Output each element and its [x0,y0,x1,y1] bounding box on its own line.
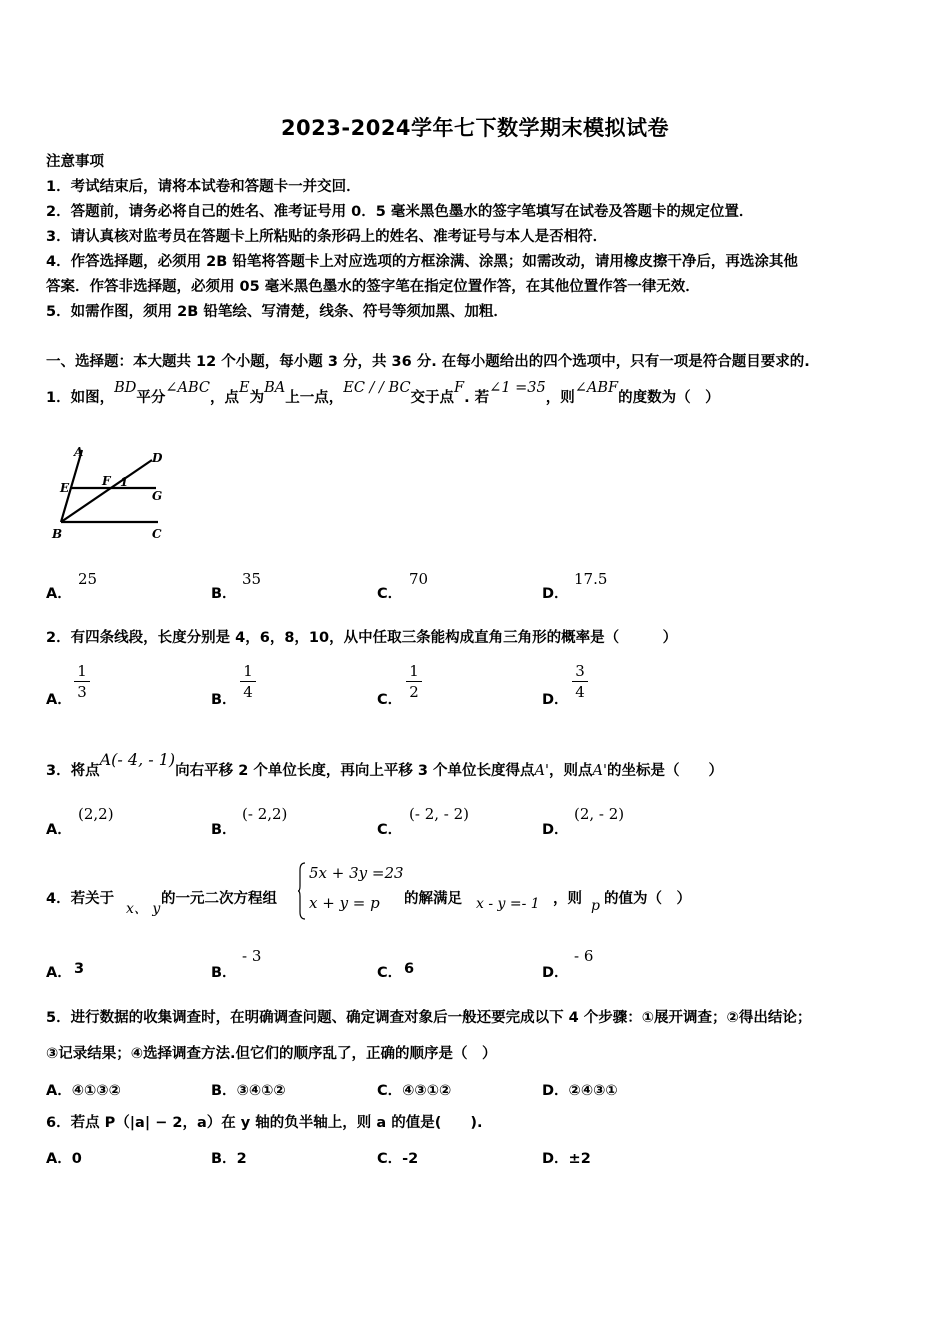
q6-option-d[interactable] [542,1147,591,1168]
q3-text: 向右平移 2 个单位长度，再向上平移 3 个单位长度得点 [175,763,535,779]
q3-math: A(- 4, - 1) [99,750,176,769]
q1-text: 平分 [136,390,166,406]
q1-math: BA [264,380,286,396]
q2-option-c[interactable]: C． [377,692,403,708]
q6-option-b[interactable] [211,1147,247,1168]
q6-option-c[interactable] [377,1147,418,1168]
line-bd [61,460,152,522]
q1-option-b-value: 35 [242,570,262,588]
label-c: C [152,527,162,541]
question-5-line-2: ③记录结果；④选择调查方法.但它们的顺序乱了，正确的顺序是（ ） [46,1046,497,1062]
q3-math: A' [592,763,607,779]
option-value: -2 [402,1151,419,1167]
q1-math: E [239,380,250,396]
question-6: 6．若点 P（|a| − 2，a）在 y 轴的负半轴上，则 a 的值是( ). [46,1115,483,1131]
option-value: ③④①② [236,1083,286,1099]
fraction-numerator: 3 [575,662,585,680]
q3-option-d-value: (2, - 2) [574,805,625,823]
option-value: ④①③② [71,1083,121,1099]
q2-option-c-fraction [406,662,422,701]
q3-text: 的坐标是（ ） [606,763,723,779]
q3-option-c[interactable]: C． [377,822,403,838]
label-a: A [74,445,84,459]
q4-option-a-value: 3 [74,961,85,977]
q4-option-a[interactable]: A． [46,965,72,981]
notice-item: 4．作答选择题，必须用 2B 铅笔将答题卡上对应选项的方框涂满、涂黑；如需改动，请用橡皮擦干净后，再选涂其他 [46,254,798,270]
q1-math: ∠ABC [165,380,211,396]
notice-item: 1．考试结束后，请将本试卷和答题卡一并交回． [46,179,361,195]
q3-text: 3．将点 [46,763,100,779]
q6-option-a[interactable] [46,1147,82,1168]
fraction-bar [572,681,588,682]
label-d: D [152,451,163,465]
notice-item: 2．答题前，请务必将自己的姓名、准考证号用 0．5 毫米黑色墨水的签字笔填写在试卷及答题卡的规定位置． [46,204,754,220]
notice-item: 3．请认真核对监考员在答题卡上所粘贴的条形码上的姓名、准考证号与本人是否相符． [46,229,608,245]
question-2: 2．有四条线段，长度分别是 4，6，8，10，从中任取三条能构成直角三角形的概率是（ ） [46,630,678,646]
fraction-bar [74,681,90,682]
option-value: 0 [71,1151,82,1167]
q4-text: 的一元二次方程组 [161,891,277,907]
label-f: F [102,474,111,488]
q4-system-brace [297,862,307,920]
q1-option-c[interactable]: C． [377,586,403,602]
q1-text: 为 [249,390,265,406]
q1-math: F [454,380,465,396]
q4-math: p [591,898,600,914]
fraction-numerator: 1 [409,662,419,680]
label-1: 1 [120,475,129,489]
q2-option-d[interactable]: D． [542,692,569,708]
q4-equation-1: 5x + 3y =23 [309,864,404,882]
q1-math: ∠1 =35 [489,380,546,396]
q5-option-a[interactable] [46,1079,121,1100]
q1-text: 1．如图， [46,390,115,406]
notice-heading: 注意事项 [46,154,104,170]
option-value: ±2 [568,1151,591,1167]
option-value: 2 [236,1151,247,1167]
option-letter: D． [542,1151,569,1167]
option-value: ④③①② [402,1083,452,1099]
q3-option-a[interactable]: A． [46,822,72,838]
q1-text: ，则 [545,390,575,406]
fraction-bar [240,681,256,682]
fraction-denominator: 3 [77,683,87,701]
option-letter: A． [46,1083,72,1099]
option-letter: B． [211,1083,237,1099]
q1-text: . 若 [464,390,490,406]
question-3 [46,750,723,781]
q5-option-c[interactable] [377,1079,451,1100]
q4-option-c-value: 6 [404,961,415,977]
q3-option-b[interactable]: B． [211,822,237,838]
q4-text: 的解满足 [404,891,462,907]
option-value: ②④③① [568,1083,618,1099]
notice-item: 5．如需作图，须用 2B 铅笔绘、写清楚，线条、符号等须加黑、加粗． [46,304,508,320]
page-title: 2023-2024学年七下数学期末模拟试卷 [280,116,670,140]
q4-equation-2: x + y = p [309,894,380,912]
q3-option-c-value: (- 2, - 2) [409,805,469,823]
q5-option-b[interactable] [211,1079,286,1100]
fraction-bar [406,681,422,682]
q1-option-c-value: 70 [409,570,429,588]
q4-text: 的值为（ ） [604,891,691,907]
fraction-numerator: 1 [243,662,253,680]
option-letter: C． [377,1151,403,1167]
label-b: B [52,527,63,541]
label-e: E [60,481,70,495]
fraction-denominator: 4 [575,683,585,701]
q1-option-a[interactable]: A． [46,586,72,602]
q1-option-d[interactable]: D． [542,586,569,602]
q4-option-b[interactable]: B． [211,965,237,981]
q2-option-a[interactable]: A． [46,692,72,708]
q2-option-d-fraction [572,662,588,701]
fraction-numerator: 1 [77,662,87,680]
q4-math: x、 y [126,901,161,917]
fraction-denominator: 4 [243,683,253,701]
fraction-denominator: 2 [409,683,419,701]
q4-option-b-value: - 3 [242,947,262,965]
q4-option-d[interactable]: D． [542,965,569,981]
q1-math: BD [114,380,137,396]
option-letter: B． [211,1151,237,1167]
q1-text: 的度数为（ ） [618,390,720,406]
q3-math: A' [534,763,549,779]
q4-math: x - y =- 1 [476,896,540,912]
q4-text: 4．若关于 [46,891,115,907]
question-1 [46,380,720,408]
q2-option-b[interactable]: B． [211,692,237,708]
q3-option-d[interactable]: D． [542,822,569,838]
question-5-line-1: 5．进行数据的收集调查时，在明确调查问题、确定调查对象后一般还要完成以下 4 个步骤：①展开调查；②得出结论； [46,1010,812,1026]
notice-item: 答案．作答非选择题，必须用 05 毫米黑色墨水的签字笔在指定位置作答，在其他位置作答一律无效． [46,279,700,295]
q1-text: ，点 [210,390,240,406]
q1-math: ∠ABF [574,380,619,396]
q2-option-a-fraction [74,662,90,701]
q1-text: 交于点 [410,390,455,406]
q3-option-a-value: (2,2) [78,805,114,823]
q4-option-c[interactable]: C． [377,965,403,981]
q3-text: ，则点 [549,763,593,779]
q3-option-b-value: (- 2,2) [242,805,288,823]
q1-math: EC / / BC [343,380,411,396]
q4-option-d-value: - 6 [574,947,594,965]
section-heading: 一、选择题：本大题共 12 个小题，每小题 3 分，共 36 分. 在每小题给出的四个选项中，只有一项是符合题目要求的. [46,354,810,370]
q1-text: 上一点， [285,390,344,406]
q1-option-d-value: 17.5 [574,570,608,588]
q1-option-b[interactable]: B． [211,586,237,602]
q1-geometry-figure [44,440,174,542]
q1-option-a-value: 25 [78,570,98,588]
option-letter: D． [542,1083,569,1099]
q5-option-d[interactable] [542,1079,618,1100]
q2-option-b-fraction [240,662,256,701]
option-letter: C． [377,1083,403,1099]
q4-text: ，则 [553,891,582,907]
option-letter: A． [46,1151,72,1167]
label-g: G [152,489,163,503]
